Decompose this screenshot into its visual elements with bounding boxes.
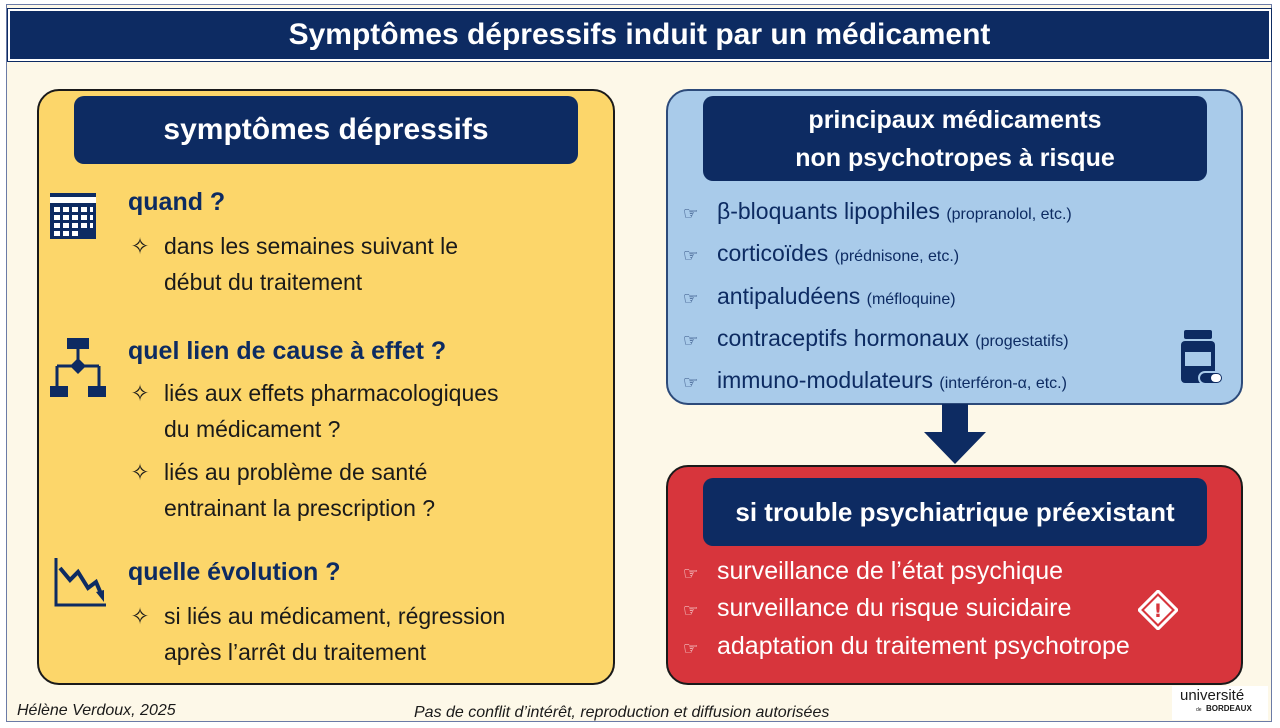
pointing-hand-icon: ☞: [683, 373, 699, 392]
med-item: ☞ corticoïdes (prédnisone, etc.): [683, 240, 960, 266]
declining-chart-icon: [54, 558, 106, 608]
psychiatric-header: si trouble psychiatrique préexistant: [703, 478, 1207, 546]
flowchart-icon: [50, 338, 106, 400]
bullet-when-1: ✧ dans les semaines suivant le début du traitement: [128, 228, 458, 300]
bullet-star-icon: ✧: [130, 380, 150, 406]
page-title: Symptômes dépressifs induit par un médicament: [8, 9, 1271, 61]
med-item: ☞ immuno-modulateurs (interféron-α, etc.): [683, 367, 1067, 393]
bullet-star-icon: ✧: [130, 233, 150, 259]
pointing-hand-icon: ☞: [683, 601, 699, 620]
section-title-evolution: quelle évolution ?: [128, 558, 341, 586]
section-title-when: quand ?: [128, 188, 226, 216]
psy-item: ☞ surveillance du risque suicidaire: [683, 594, 1072, 622]
svg-text:!: !: [1153, 600, 1163, 622]
pointing-hand-icon: ☞: [683, 246, 699, 265]
university-logo: université de BORDEAUX: [1172, 686, 1268, 720]
pointing-hand-icon: ☞: [683, 564, 699, 583]
psy-item: ☞ adaptation du traitement psychotrope: [683, 632, 1130, 660]
med-item: ☞ antipaludéens (méfloquine): [683, 283, 956, 309]
author-credit: Hélène Verdoux, 2025: [17, 702, 176, 719]
med-item: ☞ β-bloquants lipophiles (propranolol, etc.): [683, 198, 1072, 224]
medications-header: principaux médicaments non psychotropes à risque: [703, 96, 1207, 181]
bullet-cause-2: ✧ liés au problème de santé entrainant la prescription ?: [128, 454, 435, 526]
symptoms-header: symptômes dépressifs: [74, 96, 578, 164]
bullet-star-icon: ✧: [130, 459, 150, 485]
bullet-star-icon: ✧: [130, 603, 150, 629]
bullet-evolution-1: ✧ si liés au médicament, régression après l’arrêt du traitement: [128, 598, 505, 670]
pointing-hand-icon: ☞: [683, 639, 699, 658]
med-item: ☞ contraceptifs hormonaux (progestatifs): [683, 325, 1069, 351]
pointing-hand-icon: ☞: [683, 331, 699, 350]
section-title-cause: quel lien de cause à effet ?: [128, 337, 447, 365]
pointing-hand-icon: ☞: [683, 289, 699, 308]
warning-icon: [1138, 590, 1178, 630]
pointing-hand-icon: ☞: [683, 204, 699, 223]
down-arrow-icon: [922, 404, 988, 466]
bullet-cause-1: ✧ liés aux effets pharmacologiques du médicament ?: [128, 375, 499, 447]
calendar-icon: [50, 193, 96, 239]
psy-item: ☞ surveillance de l’état psychique: [683, 557, 1064, 585]
pill-bottle-icon: [1181, 330, 1225, 386]
disclaimer-note: Pas de conflit d’intérêt, reproduction et diffusion autorisées: [414, 704, 830, 721]
